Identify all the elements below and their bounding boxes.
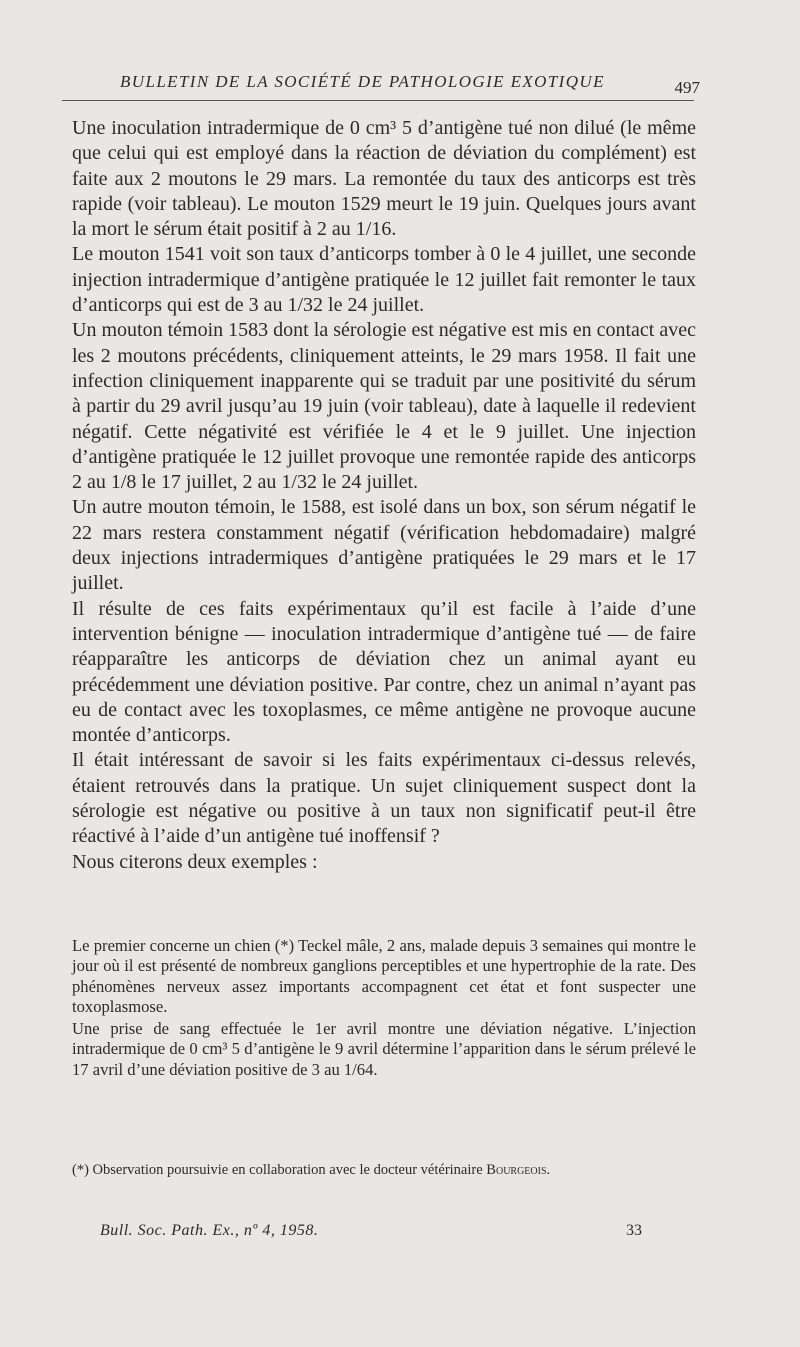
paragraph-exemples: Nous citerons deux exemples :	[72, 850, 318, 873]
journal-reference: Bull. Soc. Path. Ex., nº 4, 1958.	[100, 1222, 319, 1239]
paragraph-conclusion: Il résulte de ces faits expérimentaux qu’il est facile à l’aide d’une intervention bénigne — inoculation intradermique d’antigène tué — de faire réapparaître les anticorps de déviation chez un animal ayant eu précédemment une déviation positive. Par contre, chez un animal n’ayant pas eu de contact avec les toxoplasmes, ce même antigène ne provoque aucune montée d’anticorps.	[72, 597, 696, 747]
page-footer	[100, 1222, 660, 1240]
paragraph-mouton-1541: Le mouton 1541 voit son taux d’anticorps tomber à 0 le 4 juillet, une seconde injection intradermique d’antigène pratiquée le 12 juillet fait remonter le taux d’anticorps qui est de 3 au 1/32 le 24 juillet.	[72, 243, 696, 317]
paragraph-mouton-1583: Un mouton témoin 1583 dont la sérologie est négative est mis en contact avec les 2 moutons précédents, cliniquement atteints, le 29 mars 1958. Il fait une infection cliniquement inapparente qui se traduit par une positivité du sérum à partir du 29 avril jusqu’au 19 juin (voir tableau), date à laquelle il redevient négatif. Cette négativité est vérifiée le 4 et le 9 juillet. Une injection d’antigène pratiquée le 12 juillet provoque une remontée rapide des anticorps 2 au 1/8 le 17 juillet, 2 au 1/32 le 24 juillet.	[72, 319, 696, 494]
paragraph-prise-de-sang: Une prise de sang effectuée le 1er avril montre une déviation négative. L’injection intradermique de 0 cm³ 5 d’antigène le 9 avril détermine l’apparition dans le sérum prélevé le 17 avril d’une déviation positive de 3 au 1/64.	[72, 1019, 696, 1079]
footnote	[72, 1160, 696, 1180]
header-rule	[62, 100, 694, 101]
main-text	[72, 116, 696, 875]
footnote-text: (*) Observation poursuivie en collaboration avec le docteur vétérinaire Bourgeois.	[72, 1162, 551, 1178]
page-number: 497	[674, 78, 700, 97]
paragraph-chien: Le premier concerne un chien (*) Teckel mâle, 2 ans, malade depuis 3 semaines qui montre le jour où il est présenté de nombreux ganglions perceptibles et une hypertrophie de la rate. Des phénomènes nerveux assez importants accompagnent cet état et font suspecter une toxoplasmose.	[72, 936, 696, 1016]
case-report	[72, 936, 696, 1080]
signature-number: 33	[626, 1222, 642, 1239]
journal-title: BULLETIN DE LA SOCIÉTÉ DE PATHOLOGIE EXOTIQUE	[120, 72, 605, 91]
paragraph-mouton-1588: Un autre mouton témoin, le 1588, est isolé dans un box, son sérum négatif le 22 mars restera constamment négatif (vérification hebdomadaire) malgré deux injections intradermiques d’antigène pratiquées le 29 mars et le 17 juillet.	[72, 496, 696, 595]
footnote-name: Bourgeois.	[486, 1162, 551, 1178]
paragraph-question: Il était intéressant de savoir si les faits expérimentaux ci-dessus relevés, étaient retrouvés dans la pratique. Un sujet cliniquement suspect dont la sérologie est négative ou positive à un taux non significatif peut-il être réactivé à l’aide d’un antigène tué inoffensif ?	[72, 749, 696, 848]
paragraph-inoculation: Une inoculation intradermique de 0 cm³ 5 d’antigène tué non dilué (le même que celui qui est employé dans la réaction de déviation du complément) est faite aux 2 moutons le 29 mars. La remontée du taux des anticorps est très rapide (voir tableau). Le mouton 1529 meurt le 19 juin. Quelques jours avant la mort le sérum était positif à 2 au 1/16.	[72, 117, 696, 241]
